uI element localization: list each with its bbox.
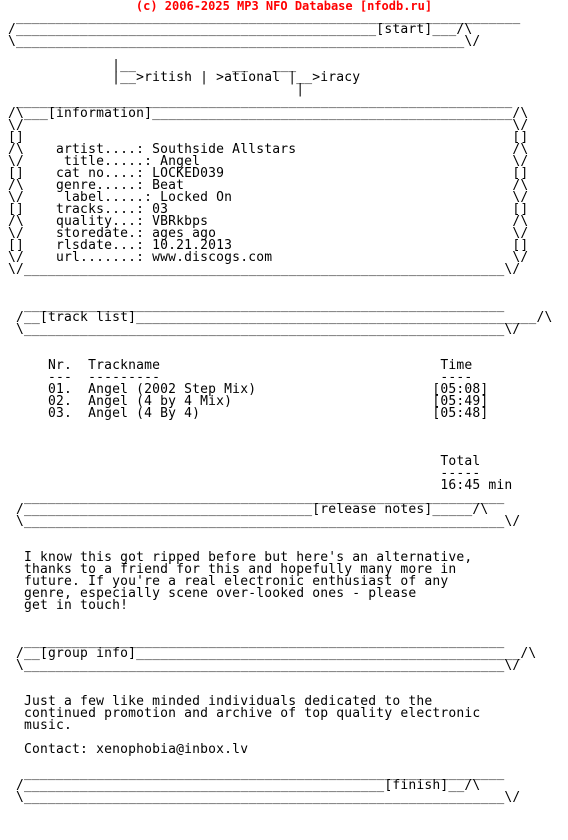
- nfo-document-text: _______________________________________________________________ /_____________________________________________[start]___/\ \________________________________________________________\/ |__ __ ___ |__>ritish | >ational |__>iracy | ______________________________________________________________ /\___[information]_____________________________________________/\ \/ \/ [] [] /\ artist....: Southside Allstars /\ \/ title.....: Angel \/ [] cat no....: LOCKED039 [] /\ genre.....: Beat /\ \/ label.....: Locked On \/ [] tracks....: 03 [] /\ quality...: VBRkbps /\ \/ storedate.: ages ago \/ [] rlsdate...: 10.21.2013 [] \/ url.......: www.discogs.com \/ \/____________________________________________________________\/ ____________________________________________________________ /__[track list]__________________________________________________/\ \____________________________________________________________\/ Nr. Trackname Time --- --------- ---- 01. Angel (2002 Step Mix) [05:08] 02. Angel (4 by 4 Mix) [05:49] 03. Angel (4 By 4) [05:48] Total ----- 16:45 min ____________________________________________________________ /____________________________________[release notes]_____/\ \____________________________________________________________\/ I know this got ripped before but here's an alternative, thanks to a friend for this and hopefully many more in future. If you're a real electronic enthusiast of any genre, especially scene over-looked ones - please get in touch! ____________________________________________________________ /__[group info]________________________________________________/\ \____________________________________________________________\/ Just a few like minded individuals dedicated to the continued promotion and archive of top quality electronic music. Contact: xenophobia@inbox.lv ____________________________________________________________ /_____________________________________________[finish]__/\ \____________________________________________________________\/: [8, 10, 553, 805]
- nfodb-credit-header: (c) 2006-2025 MP3 NFO Database [nfodb.ru]: [135, 0, 433, 13]
